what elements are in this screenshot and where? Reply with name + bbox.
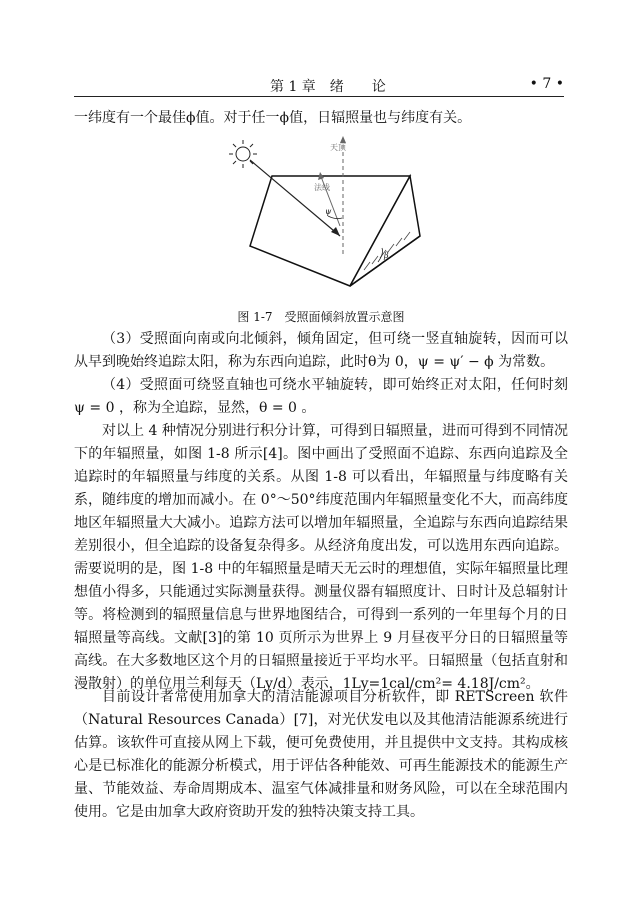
beta-label: β <box>384 251 389 260</box>
paragraph-3-text: （3）受照面向南或向北倾斜，倾角固定，但可绕一竖直轴旋转，因而可以从早到晚始终追踪太阳，称为东西向追踪，此时θ为 0，ψ = ψ′ − ϕ 为常数。 <box>74 331 568 370</box>
paragraph-4-text: （4）受照面可绕竖直轴也可绕水平轴旋转，即可始终正对太阳，任何时刻ψ = 0 ，称为全追踪，显然，θ = 0 。 <box>74 377 568 416</box>
psi-label: ψ <box>325 207 332 216</box>
paragraph-6-text: 目前设计者常使用加拿大的清洁能源项目分析软件，即 RETScreen 软件（Natural Resources Canada）[7]，对光伏发电以及其他清洁能源系统进行估算。该软件可直接从网上下载，便可免费使用，并且提供中文支持。其构成核心是已标准化的能源分析模式，用于评估各种能效、可再生能源技术的能源生产量、节能效益、寿命周期成本、温室气体减排量和财务风险，可以在全球范围内使用。它是由加拿大政府资助开发的独特决策支持工具。 <box>74 689 568 820</box>
normal-label: 法线 <box>314 183 330 192</box>
paragraph-5 <box>74 420 568 696</box>
paragraph-4 <box>74 374 568 420</box>
figure-caption: 图 1-7 受照面倾斜放置示意图 <box>237 310 405 324</box>
page-header <box>74 76 564 97</box>
paragraph-5-text: 对以上 4 种情况分别进行积分计算，可得到日辐照量，进而可得到不同情况下的年辐照量，如图 1-8 所示[4]。图中画出了受照面不追踪、东西向追踪及全追踪时的年辐照量与纬度的关系。从图 1-8 可以看出，年辐照量与纬度略有关系，随纬度的增加而减小。在 0°～50°纬度范围内年辐照量变化不大，而高纬度地区年辐照量大大减小。追踪方法可以增加年辐照量，全追踪与东西向追踪结果差别很小，但全追踪的设备复杂得多。从经济角度出发，可以选用东西向追踪。需要说明的是，图 1-8 中的年辐照量是晴天无云时的理想值，实际年辐照量比理想值小得多，只能通过实际测量获得。测量仪器有辐照度计、日时计及总辐射计等。将检测到的辐照量信息与世界地图结合，可得到一系列的一年里每个月的日辐照量等高线。文献[3]的第 10 页所示为世界上 9 月昼夜平分日的日辐照量等高线。在大多数地区这个月的日辐照量接近于平均水平。日辐照量（包括直射和漫散射）的单位用兰利每天（Ly/d）表示，1Ly=1cal/cm²= 4.18J/cm²。 <box>74 423 568 692</box>
tilted-surface-figure <box>210 136 450 296</box>
paragraph-3 <box>74 328 568 374</box>
intro-line: 一纬度有一个最佳ϕ值。对于任一ϕ值，日辐照量也与纬度有关。 <box>74 110 472 126</box>
chapter-title: 第 1 章 绪 论 <box>270 79 386 95</box>
paragraph-6 <box>74 686 568 824</box>
sun-icon <box>229 140 257 168</box>
zenith-label: 天顶 <box>330 143 346 152</box>
page-number: • 7 • <box>529 76 564 92</box>
